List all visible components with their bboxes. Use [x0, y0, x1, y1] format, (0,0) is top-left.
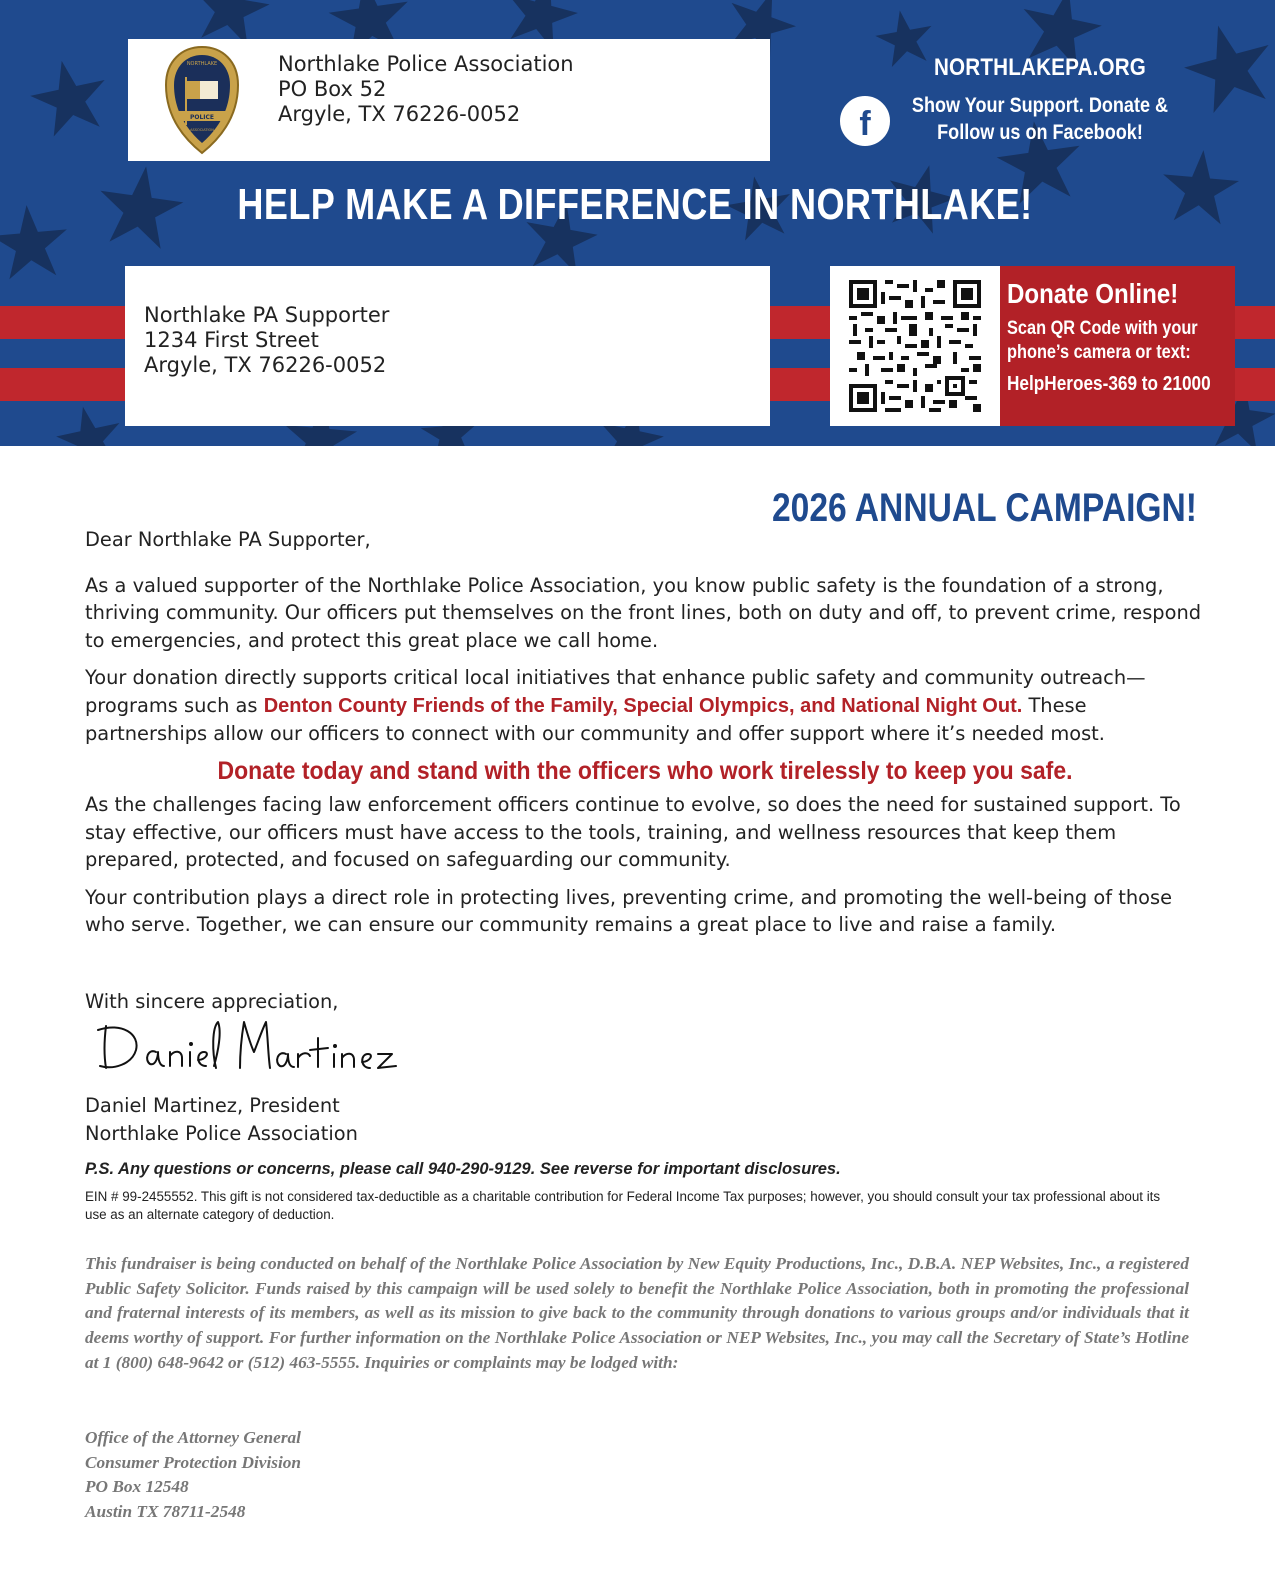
signer-name: Daniel Martinez, President [85, 1094, 340, 1117]
facebook-callout: Show Your Support. Donate & Follow us on Facebook! [911, 94, 1169, 144]
police-badge-logo [164, 45, 240, 157]
paragraph-2: Your donation directly supports critical local initiatives that enhance public safety and community outreach—programs such as Denton County Friends of the Family, Special Olympics, and National Night Out. These partnerships allow our officers to connect with our community and offer support where it’s needed most. [85, 666, 1146, 745]
text-to-donate-code: HelpHeroes-369 to 21000 [1007, 373, 1211, 395]
recipient-line1: 1234 First Street [144, 328, 319, 352]
paragraph-1: As a valued supporter of the Northlake Police Association, you know public safety is the foundation of a strong, thriving community. Our officers put themselves on the front lines, both on duty and off, to prevent crime, respond to emergencies, and protect this great place we call home. [85, 573, 1202, 652]
letter-body [85, 526, 1205, 949]
return-line1: PO Box 52 [278, 77, 387, 101]
qr-code-box[interactable] [830, 266, 1000, 426]
donate-instructions: Scan QR Code with your phone’s camera or text: [1007, 318, 1198, 363]
return-line2: Argyle, TX 76226-0052 [278, 102, 521, 126]
solicitor-disclosure: This fundraiser is being conducted on behalf of the Northlake Police Association by New Equity Productions, Inc., D.B.A. NEP Websites, Inc., a registered Public Safety Solicitor. Funds raised by this campaign will be used solely to benefit the Northlake Police Association, both in promoting the professional and fraternal interests of its members, as well as its mission to give back to the community through donations to various groups and/or individuals that it deems worthy of support. For further information on the Northlake Police Association or NEP Websites, Inc., you may call the Secretary of State’s Hotline at 1 (800) 648-9642 or (512) 463-5555. Inquiries or complaints may be lodged with: [85, 1254, 1189, 1372]
signer-org: Northlake Police Association [85, 1122, 358, 1145]
website-link[interactable]: NORTHLAKEPA.ORG [933, 54, 1147, 81]
salutation: Dear Northlake PA Supporter, [85, 528, 371, 551]
closing: With sincere appreciation, [85, 990, 339, 1013]
qr-code-icon[interactable] [849, 280, 981, 412]
ein-disclaimer: EIN # 99-2455552. This gift is not considered tax-deductible as a charitable contribution for Federal Income Tax purposes; however, you should consult your tax professional about its use as an alternate category of deduction. [85, 1189, 1161, 1222]
return-org: Northlake Police Association [278, 52, 574, 76]
programs-highlight: Denton County Friends of the Family, Special Olympics, and National Night Out. [263, 694, 1023, 717]
paragraph-3: As the challenges facing law enforcement officers continue to evolve, so does the need for sustained support. To stay effective, our officers must have access to the tools, training, and wellness resources that keep them prepared, protected, and focused on safeguarding our community. [85, 793, 1181, 871]
donate-callout: Donate today and stand with the officers who work tirelessly to keep you safe. [217, 756, 1073, 785]
attorney-general-address: Office of the Attorney General Consumer Protection Division PO Box 12548 Austin TX 78711-2548 [85, 1428, 302, 1522]
campaign-title: 2026 ANNUAL CAMPAIGN! [771, 486, 1197, 530]
donate-online-title: Donate Online! [1007, 278, 1179, 309]
postscript: P.S. Any questions or concerns, please call 940-290-9129. See reverse for important disclosures. [85, 1160, 841, 1178]
facebook-icon[interactable]: f [838, 94, 892, 148]
recipient-line2: Argyle, TX 76226-0052 [144, 353, 387, 377]
paragraph-4: Your contribution plays a direct role in protecting lives, preventing crime, and promoting the well-being of those who serve. Together, we can ensure our community remains a great place to live and raise a family. [85, 885, 1173, 936]
return-address [278, 52, 574, 127]
recipient-name: Northlake PA Supporter [144, 303, 390, 327]
signer-block [85, 1092, 358, 1148]
svg-text:POLICE: POLICE [189, 114, 215, 121]
headline: HELP MAKE A DIFFERENCE IN NORTHLAKE! [237, 180, 1033, 229]
signature-image [92, 1012, 412, 1082]
recipient-address [144, 303, 389, 378]
donate-online-panel [830, 266, 1235, 426]
header-banner [0, 0, 1275, 446]
svg-text:NORTHLAKE: NORTHLAKE [186, 61, 218, 67]
recipient-address-box [125, 266, 770, 426]
return-address-box [128, 39, 770, 161]
svg-text:ASSOCIATION: ASSOCIATION [190, 128, 214, 132]
